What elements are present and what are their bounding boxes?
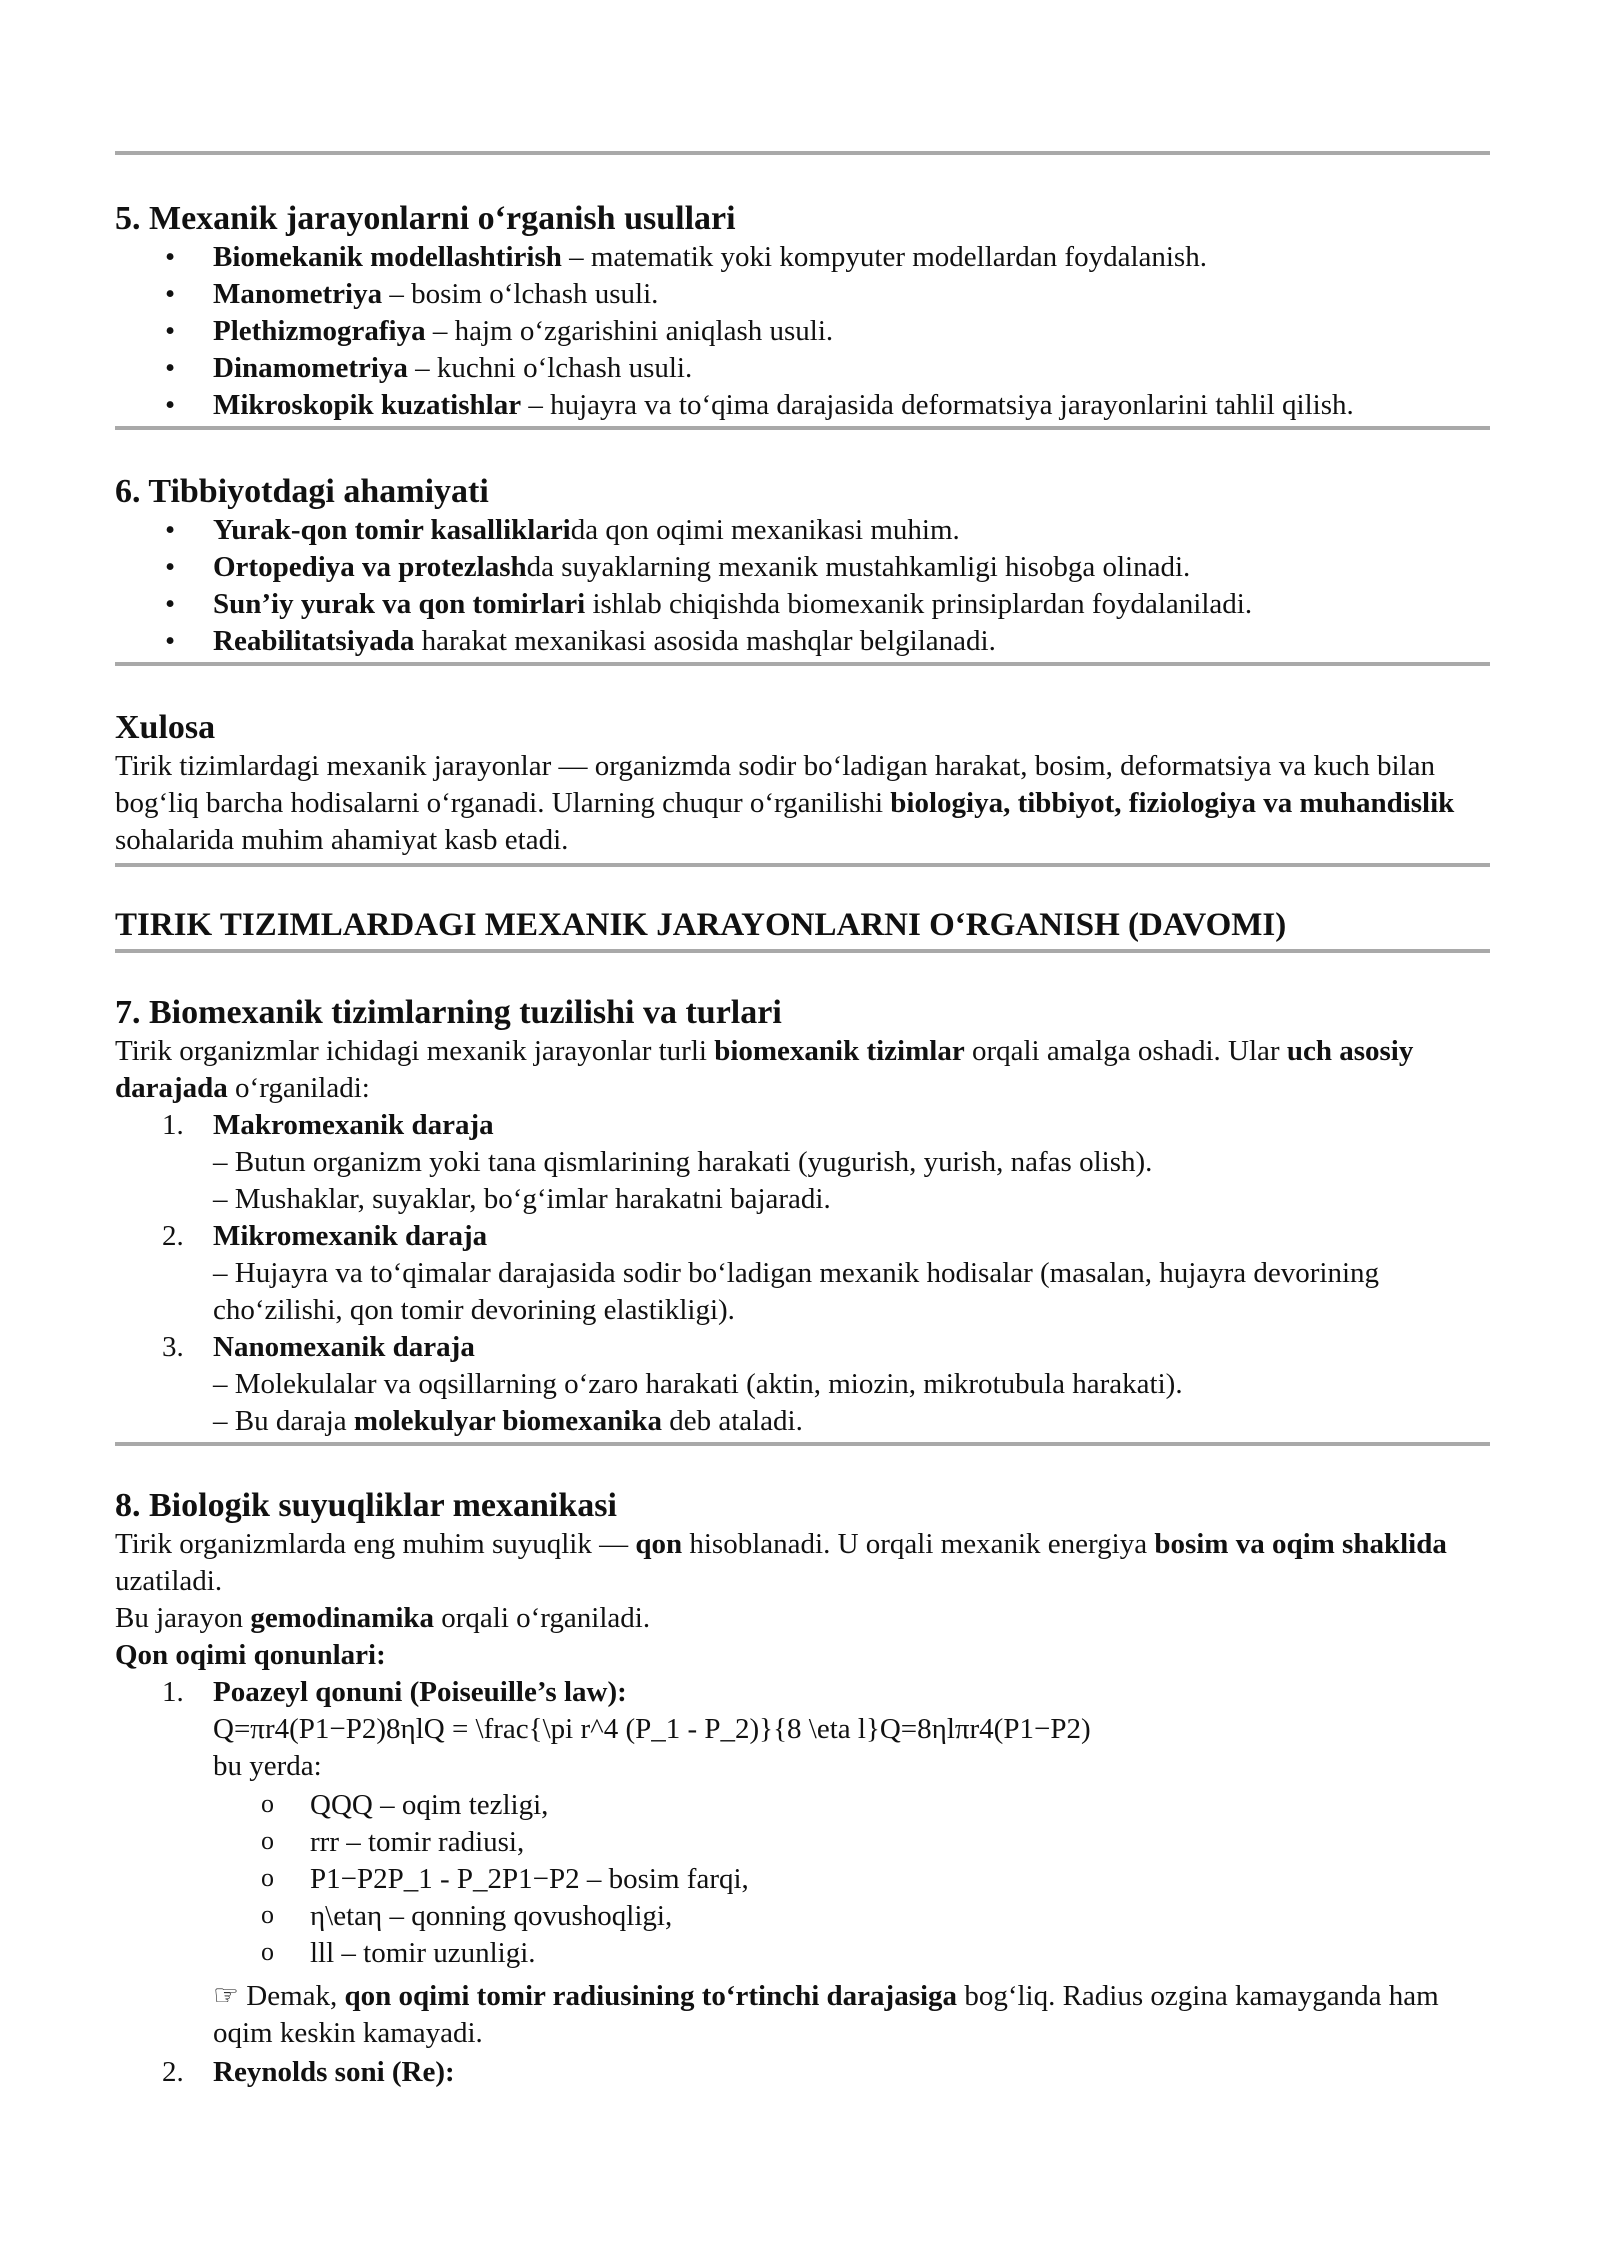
section-8-heading: 8. Biologik suyuqliklar mexanikasi xyxy=(115,1487,617,1524)
laws-list xyxy=(115,1674,1490,2091)
list-item xyxy=(115,1107,1490,1218)
divider xyxy=(115,426,1490,430)
level-title: Nanomexanik daraja xyxy=(213,1331,475,1363)
bu-yerda-label: bu yerda: xyxy=(213,1750,322,1782)
section-8-paragraph: Tirik organizmlarda eng muhim suyuqlik — qon hisoblanadi. U orqali mexanik energiya bosim va oqim shaklida uzatiladi. xyxy=(115,1528,1447,1597)
list-item: o lll – tomir uzunligi. xyxy=(213,1935,1490,1972)
level-line: – Molekulalar va oqsillarning o‘zaro harakati (aktin, miozin, mikrotubula harakati). xyxy=(213,1368,1183,1400)
list-number: 1. xyxy=(162,1109,184,1141)
list-item xyxy=(115,1329,1490,1440)
list-item: • Biomekanik modellashtirish – matematik yoki kompyuter modellardan foydalanish. xyxy=(115,239,1490,276)
law-title: Reynolds soni (Re): xyxy=(213,2056,455,2088)
list-item xyxy=(115,1218,1490,1329)
laws-heading: Qon oqimi qonunlari: xyxy=(115,1639,386,1671)
list-item: • Manometriya – bosim o‘lchash usuli. xyxy=(115,276,1490,313)
level-title: Makromexanik daraja xyxy=(213,1109,494,1141)
list-number: 2. xyxy=(162,2056,184,2088)
list-item: • Dinamometriya – kuchni o‘lchash usuli. xyxy=(115,350,1490,387)
list-item: o rrr – tomir radiusi, xyxy=(213,1824,1490,1861)
list-item: • Plethizmografiya – hajm o‘zgarishini aniqlash usuli. xyxy=(115,313,1490,350)
section-7-heading: 7. Biomexanik tizimlarning tuzilishi va turlari xyxy=(115,994,782,1031)
list-item: • Mikroskopik kuzatishlar – hujayra va to‘qima darajasida deformatsiya jarayonlarini tahlil qilish. xyxy=(115,387,1490,424)
list-item: • Ortopediya va protezlashda suyaklarning mexanik mustahkamligi hisobga olinadi. xyxy=(115,549,1490,586)
section-6-list xyxy=(115,512,1490,660)
list-item: • Yurak-qon tomir kasalliklarida qon oqimi mexanikasi muhim. xyxy=(115,512,1490,549)
divider xyxy=(115,863,1490,867)
note-paragraph: ☞ Demak, qon oqimi tomir radiusining to‘rtinchi darajasiga bog‘liq. Radius ozgina kamayganda ham oqim keskin kamayadi. xyxy=(213,1980,1439,2049)
list-item xyxy=(115,2054,1490,2091)
section-7-list xyxy=(115,1107,1490,1440)
list-item: o QQQ – oqim tezligi, xyxy=(213,1787,1490,1824)
list-item: o P1−P2P_1 - P_2P1−P2 – bosim farqi, xyxy=(213,1861,1490,1898)
list-item: • Reabilitatsiyada harakat mexanikasi asosida mashqlar belgilanadi. xyxy=(115,623,1490,660)
list-item: o η\etaη – qonning qovushoqligi, xyxy=(213,1898,1490,1935)
level-line: – Bu daraja molekulyar biomexanika deb ataladi. xyxy=(213,1405,803,1437)
law-title: Poazeyl qonuni (Poiseuille’s law): xyxy=(213,1676,627,1708)
divider xyxy=(115,662,1490,666)
variables-list xyxy=(213,1787,1490,1972)
list-number: 1. xyxy=(162,1676,184,1708)
section-7-intro: Tirik organizmlar ichidagi mexanik jarayonlar turli biomexanik tizimlar orqali amalga oshadi. Ular uch asosiy darajada o‘rganiladi: xyxy=(115,1035,1414,1104)
list-number: 3. xyxy=(162,1331,184,1363)
divider xyxy=(115,1442,1490,1446)
divider xyxy=(115,949,1490,953)
pointing-hand-icon: ☞ xyxy=(213,1980,239,2012)
list-number: 2. xyxy=(162,1220,184,1252)
main-heading: TIRIK TIZIMLARDAGI MEXANIK JARAYONLARNI O‘RGANISH (DAVOMI) xyxy=(115,907,1287,943)
xulosa-heading: Xulosa xyxy=(115,709,216,746)
section-5-heading: 5. Mexanik jarayonlarni o‘rganish usullari xyxy=(115,200,736,237)
section-8-paragraph: Bu jarayon gemodinamika orqali o‘rganiladi. xyxy=(115,1602,651,1634)
level-line: – Mushaklar, suyaklar, bo‘g‘imlar harakatni bajaradi. xyxy=(213,1183,831,1215)
list-item: • Sun’iy yurak va qon tomirlari ishlab chiqishda biomexanik prinsiplardan foydalaniladi. xyxy=(115,586,1490,623)
list-item xyxy=(115,1674,1490,2052)
level-line: – Hujayra va to‘qimalar darajasida sodir bo‘ladigan mexanik hodisalar (masalan, hujayra devorining cho‘zilishi, qon tomir devorining elastikligi). xyxy=(213,1257,1380,1326)
level-line: – Butun organizm yoki tana qismlarining harakati (yugurish, yurish, nafas olish). xyxy=(213,1146,1153,1178)
section-5-list xyxy=(115,239,1490,424)
level-title: Mikromexanik daraja xyxy=(213,1220,488,1252)
section-6-heading: 6. Tibbiyotdagi ahamiyati xyxy=(115,473,489,510)
formula-text: Q=πr4(P1−P2)8ηlQ = \frac{\pi r^4 (P_1 - P_2)}{8 \eta l}Q=8ηlπr4(P1−P2) xyxy=(213,1713,1091,1745)
document-content xyxy=(115,0,1490,2091)
xulosa-paragraph: Tirik tizimlardagi mexanik jarayonlar — organizmda sodir bo‘ladigan harakat, bosim, deformatsiya va kuch bilan bog‘liq barcha hodisalarni o‘rganadi. Ularning chuqur o‘rganilishi biologiya, tibbiyot, fiziologiya va muhandislik sohalarida muhim ahamiyat kasb etadi. xyxy=(115,750,1455,856)
divider xyxy=(115,151,1490,155)
